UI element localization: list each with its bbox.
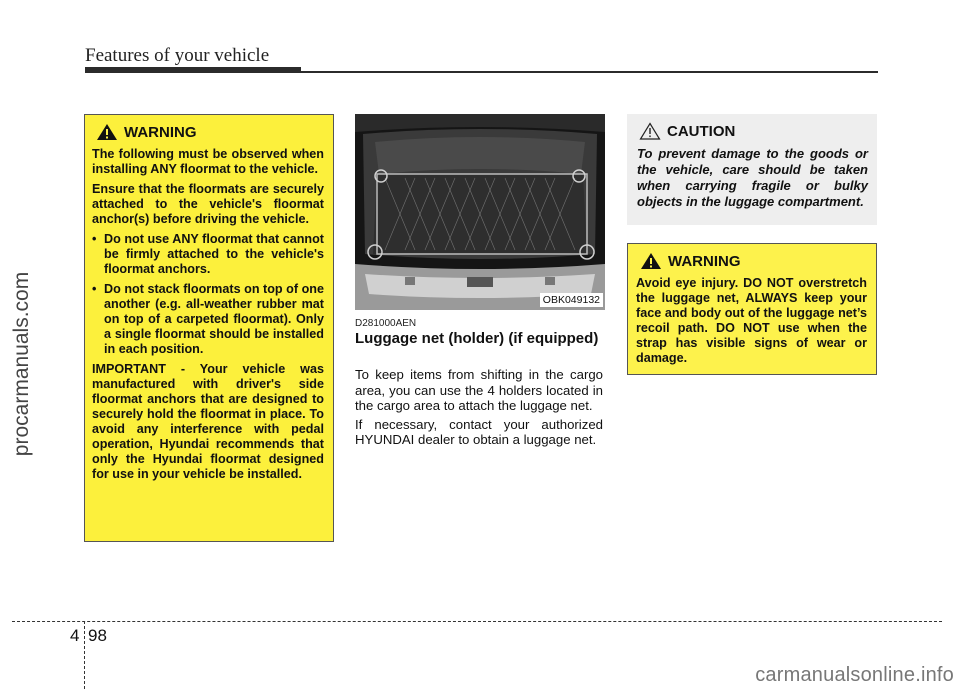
warning-body: [92, 147, 324, 482]
trunk-luggage-net-photo: [355, 114, 605, 310]
warning-paragraph: Ensure that the floormats are securely attached to the vehicle's floormat anchor(s) before driving the vehicle.: [92, 182, 324, 226]
warning-title: WARNING: [124, 123, 197, 141]
warning-bullet: [92, 282, 324, 357]
bullet-dot: •: [92, 282, 97, 296]
caution-heading: [637, 122, 868, 140]
caution-title: CAUTION: [667, 122, 736, 140]
section-title: Luggage net (holder) (if equipped): [355, 330, 599, 347]
warning-box-luggage-net: [627, 243, 877, 375]
warning-bullet-text: Do not use ANY floormat that cannot be firmly attached to the vehicle's floormat anchors.: [104, 232, 324, 276]
caution-box: [627, 114, 877, 225]
side-watermark-text: procarmanuals.com: [10, 271, 33, 457]
page-number: 98: [88, 626, 107, 645]
footer-divider: [84, 621, 85, 689]
warning-heading: [92, 123, 324, 141]
footer-rule: [12, 621, 942, 622]
section-paragraph: If necessary, contact your authorized HYUNDAI dealer to obtain a luggage net.: [355, 416, 603, 447]
bottom-watermark: carmanualsonline.info: [755, 664, 954, 686]
warning-triangle-icon: [640, 252, 662, 270]
section-code: D281000AEN: [355, 318, 417, 329]
warning-paragraph: The following must be observed when installing ANY floormat to the vehicle.: [92, 147, 324, 176]
section-paragraph: To keep items from shifting in the cargo area, you can use the 4 holders located in the cargo area to attach the luggage net.: [355, 367, 603, 413]
caution-triangle-icon: [639, 122, 661, 140]
warning-paragraph: IMPORTANT - Your vehicle was manufactured with driver's side floormat anchors that are designed to securely hold the floormat in place. To avoid any interference with pedal operation, Hyundai recommends that only the Hyundai floormat designed for use in your vehicle be installed.: [92, 362, 324, 481]
warning-box-floormat: [84, 114, 334, 542]
warning-bullet-text: Do not stack floormats on top of one another (e.g. all-weather rubber mat on top of a carpeted floormat). Only a single floormat should be installed in each position.: [104, 282, 324, 356]
warning-heading: [636, 252, 867, 270]
page-header-title: Features of your vehicle: [85, 45, 270, 66]
trunk-illustration: [355, 114, 605, 310]
chapter-number: 4: [70, 626, 80, 645]
side-watermark: [0, 0, 44, 689]
warning-body: Avoid eye injury. DO NOT overstretch the luggage net, ALWAYS keep your face and body out of the luggage net’s recoil path. DO NOT use when the strap has visible signs of wear or damage.: [636, 276, 867, 365]
warning-triangle-icon: [96, 123, 118, 141]
bullet-dot: •: [92, 232, 97, 246]
warning-title: WARNING: [668, 252, 741, 270]
header-rule: [85, 71, 878, 73]
figure-caption: OBK049132: [540, 293, 603, 307]
caution-body: To prevent damage to the goods or the vehicle, care should be taken when carrying fragile or bulky objects in the luggage compartment.: [637, 146, 868, 209]
warning-bullet: [92, 232, 324, 277]
section-body: [355, 367, 603, 451]
